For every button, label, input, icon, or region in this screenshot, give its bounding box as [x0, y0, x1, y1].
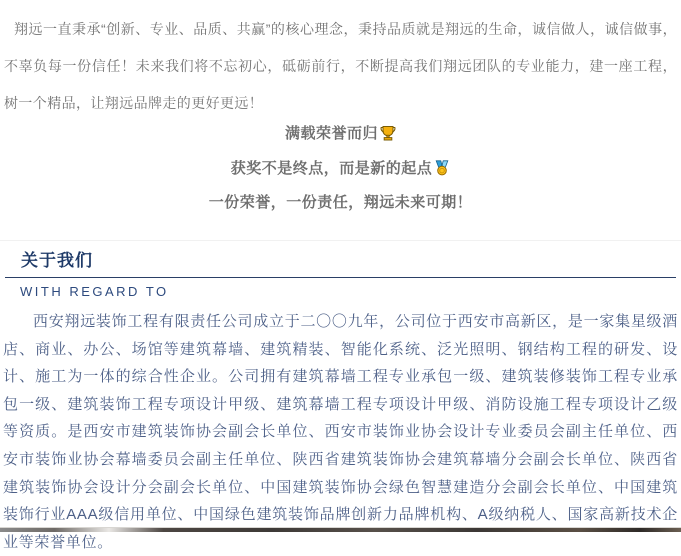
about-section-title: 关于我们 [21, 251, 93, 270]
about-body-paragraph: 西安翔远装饰工程有限责任公司成立于二〇〇九年，公司位于西安市高新区，是一家集星级酒店、商业、办公、场馆等建筑幕墙、建筑精装、智能化系统、泛光照明、钢结构工程的研发、设计、施工为一体的综合性企业。公司拥有建筑幕墙工程专业承包一级、建筑装修装饰工程专业承包一级、建筑装饰工程专项设计甲级、建筑幕墙工程专项设计甲级、消防设施工程专项设计乙级等资质。是西安市建筑装饰协会副会长单位、西安市装饰业协会设计专业委员会副主任单位、西安市装饰业协会幕墙委员会副主任单位、陕西省建筑装饰协会建筑幕墙分会副会长单位、陕西省建筑装饰协会设计分会副会长单位、中国建筑装饰协会绿色智慧建造分会副会长单位、中国建筑装饰行业AAA级信用单位、中国绿色建筑装饰品牌创新力品牌机构、A级纳税人、国家高新技术企业等荣誉单位。 [3, 313, 678, 551]
honor-line-3-text: 一份荣誉，一份责任，翔远未来可期！ [208, 194, 473, 211]
honor-line-1-text: 满载荣誉而归 [284, 125, 378, 142]
honor-block [0, 118, 681, 219]
honor-line-2 [0, 153, 681, 188]
partial-photo-top-edge [0, 527, 681, 532]
honor-line-2-text: 获奖不是终点，而是新的起点 [230, 159, 433, 177]
gold-medal-icon [434, 156, 450, 188]
honor-line-3 [0, 187, 681, 219]
title-underline [5, 277, 676, 278]
honor-line-1 [0, 118, 681, 153]
about-section-subtitle: WITH REGARD TO [20, 284, 169, 299]
trophy-icon [380, 121, 396, 153]
about-section [0, 240, 681, 551]
intro-paragraph: 翔远一直秉承“创新、专业、品质、共赢”的核心理念，秉持品质就是翔远的生命，诚信做人，诚信做事，不辜负每一份信任！未来我们将不忘初心，砥砺前行，不断提高我们翔远团队的专业能力，建一座工程，树一个精品，让翔远品牌走的更好更远！ [4, 21, 677, 111]
